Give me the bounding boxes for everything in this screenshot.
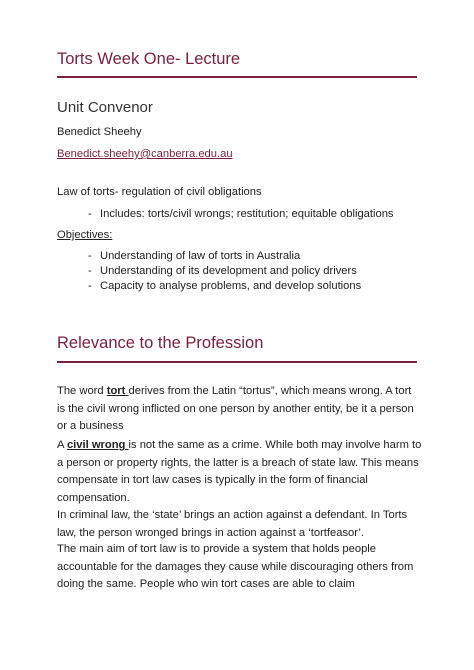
paragraph-aim: The main aim of tort law is to provide a system that holds people accountable for the damages they cause while discouraging others from doing the same. People who win tort cases are able to claim — [57, 543, 414, 590]
bullet-dash: - — [88, 280, 92, 292]
lecture-title: Torts Week One- Lecture — [57, 50, 241, 68]
objectives-label: Objectives: — [57, 229, 113, 241]
term-tort: tort — [106, 385, 129, 397]
convenor-heading: Unit Convenor — [57, 99, 153, 116]
objective-text: Understanding of its development and policy drivers — [100, 265, 357, 277]
paragraph-text: is not the same as a crime. While both may involve harm to a person or property rights, the latter is a breach of state law. This means compensate in tort law cases is typically in the form of financial compensation. — [57, 439, 422, 504]
intro-line: Law of torts- regulation of civil obligations — [57, 186, 262, 198]
objective-item — [88, 278, 361, 295]
bullet-dash: - — [88, 265, 92, 277]
title-rule — [57, 76, 417, 78]
paragraph-criminal-law: In criminal law, the ‘state’ brings an action against a defendant. In Torts law, the person wronged brings in action against a ‘tortfeasor’. — [57, 509, 408, 539]
paragraph-tort — [57, 383, 422, 436]
convenor-name: Benedict Sheehy — [57, 126, 142, 138]
includes-item — [88, 206, 394, 223]
paragraph-text: A — [57, 439, 67, 451]
paragraph-civil-wrong — [57, 437, 422, 507]
includes-text: Includes: torts/civil wrongs; restitution; equitable obligations — [100, 208, 394, 220]
bullet-dash: - — [88, 250, 92, 262]
objective-text: Capacity to analyse problems, and develop solutions — [100, 280, 362, 292]
term-civil-wrong: civil wrong — [66, 439, 129, 451]
paragraph-text: The word — [57, 385, 107, 397]
convenor-email-link[interactable]: Benedict.sheehy@canberra.edu.au — [57, 148, 233, 160]
objective-text: Understanding of law of torts in Australia — [100, 250, 301, 262]
section-title: Relevance to the Profession — [57, 334, 264, 352]
bullet-dash: - — [88, 208, 92, 220]
section-rule — [57, 361, 417, 363]
paragraph-text: derives from the Latin “tortus”, which means wrong. A tort is the civil wrong inflicted on one person by another entity, be it a person or a business — [57, 385, 414, 432]
